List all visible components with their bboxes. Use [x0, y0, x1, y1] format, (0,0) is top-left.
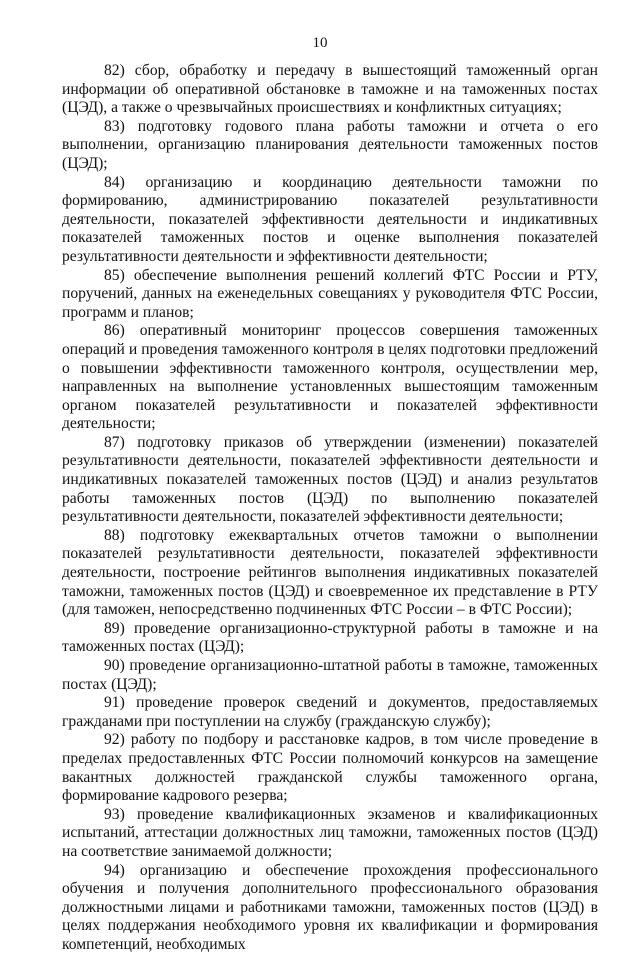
paragraph-87: 87) подготовку приказов об утверждении (изменении) показателей результативности деятельности, показателей эффективности деятельности и индикативных показателей таможенных постов (ЦЭД) и анализ результатов работы таможенных постов (ЦЭД) по выполнению показателей результативности деятельности, показателей эффективности деятельности; [62, 433, 598, 526]
paragraph-83: 83) подготовку годового плана работы таможни и отчета о его выполнении, организацию планирования деятельности таможенных постов (ЦЭД); [62, 117, 598, 172]
paragraph-92: 92) работу по подбору и расстановке кадров, в том числе проведение в пределах предоставленных ФТС России полномочий конкурсов на замещение вакантных должностей гражданской службы таможенного органа, формирование кадрового резерва; [62, 731, 598, 805]
paragraph-91: 91) проведение проверок сведений и документов, предоставляемых гражданами при поступлении на службу (гражданскую службу); [62, 694, 598, 730]
paragraph-89: 89) проведение организационно-структурной работы в таможне и на таможенных постах (ЦЭД); [62, 619, 598, 656]
document-body [62, 62, 598, 955]
paragraph-85: 85) обеспечение выполнения решений коллегий ФТС России и РТУ, поручений, данных на еженедельных совещаниях у руководителя ФТС России, программ и планов; [62, 266, 598, 321]
paragraph-94: 94) организацию и обеспечение прохождения профессионального обучения и получения дополнительного профессионального образования должностными лицами и работниками таможни, таможенных постов (ЦЭД) в целях поддержания необходимого уровня их квалификации и формирования компетенций, необходимых [62, 861, 598, 953]
page-number: 10 [312, 35, 328, 51]
paragraph-90: 90) проведение организационно-штатной работы в таможне, таможенных постах (ЦЭД); [62, 657, 598, 693]
paragraph-82: 82) сбор, обработку и передачу в вышестоящий таможенный орган информации об оперативной обстановке в таможне и на таможенных постах (ЦЭД), а также о чрезвычайных происшествиях и конфликтных ситуациях; [62, 62, 598, 117]
paragraph-86: 86) оперативный мониторинг процессов совершения таможенных операций и проведения таможенного контроля в целях подготовки предложений о повышении эффективности таможенного контроля, осуществлении мер, направленных на выполнение установленных вышестоящим таможенным органом показателей результативности и показателей эффективности деятельности; [62, 322, 598, 433]
paragraph-84: 84) организацию и координацию деятельности таможни по формированию, администрированию показателей результативности деятельности, показателей эффективности деятельности и индикативных показателей таможенных постов и оценке выполнения показателей результативности деятельности и эффективности деятельности; [62, 173, 598, 265]
paragraph-88: 88) подготовку ежеквартальных отчетов таможни о выполнении показателей результативности деятельности, показателей эффективности деятельности, построение рейтингов выполнения индикативных показателей таможни, таможенных постов (ЦЭД) и своевременное их представление в РТУ (для таможен, непосредственно подчиненных ФТС России – в ФТС России); [62, 526, 598, 619]
paragraph-93: 93) проведение квалификационных экзаменов и квалификационных испытаний, аттестации должностных лиц таможни, таможенных постов (ЦЭД) на соответствие занимаемой должности; [62, 805, 598, 860]
